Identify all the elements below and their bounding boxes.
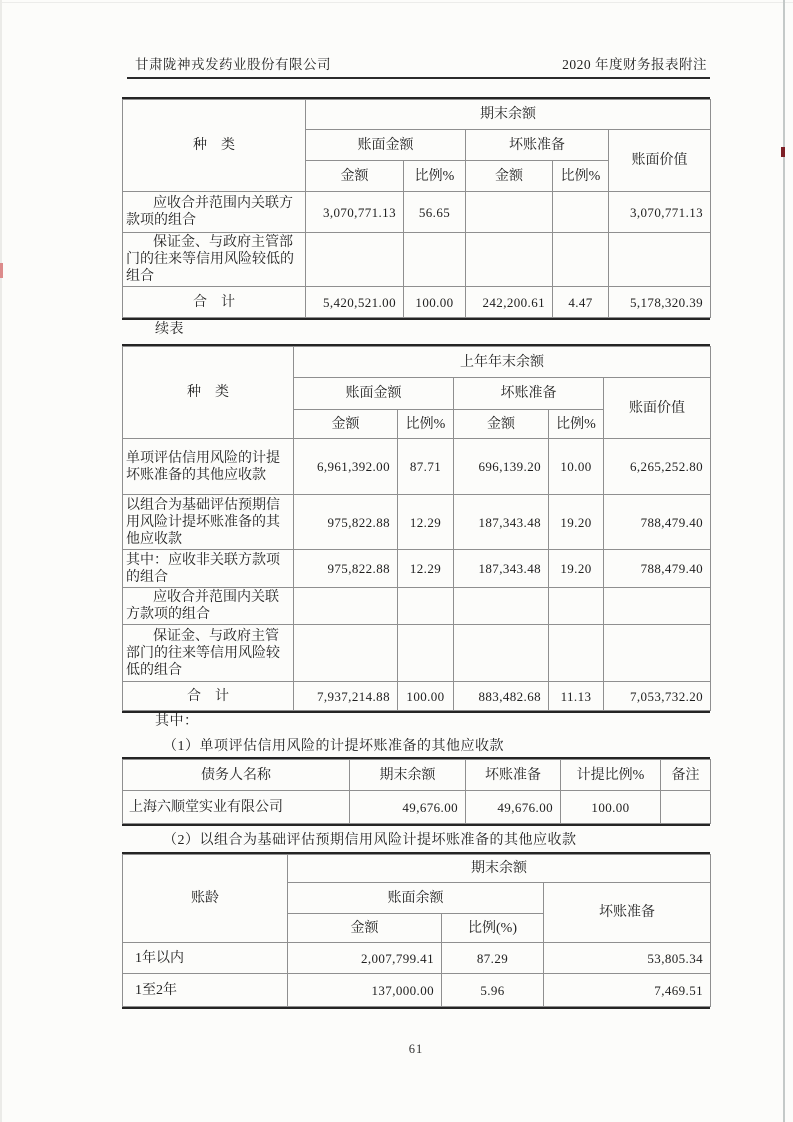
bad-debt-amount-cell [454,625,549,682]
page-number: 61 [408,1042,424,1056]
col-ratio: 比例% [549,410,604,439]
ratio-cell: 87.29 [442,943,544,974]
bad-debt-amount-cell [454,588,549,625]
col-debtor-name: 债务人名称 [123,760,350,791]
col-book-value: 账面价值 [609,130,711,192]
col-bad-debt-provision: 坏账准备 [454,378,604,410]
ratio-cell [398,625,454,682]
among-which-label: 其中： [155,714,199,729]
table-row [123,439,711,495]
table-row [123,233,711,287]
book-value-cell: 5,178,320.39 [609,287,711,318]
debtor-name-cell: 上海六顺堂实业有限公司 [123,791,350,824]
col-prior-year-balance: 上年年末余额 [294,347,711,378]
ratio-cell [398,588,454,625]
bad-debt-cell: 49,676.00 [466,791,561,824]
book-value-cell: 7,053,732.20 [604,682,711,711]
amount-cell [294,588,398,625]
row-label: 以组合为基础评估预期信用风险计提坏账准备的其他应收款 [123,495,294,550]
table-header-row [123,760,711,791]
col-book-balance: 账面余额 [288,883,544,914]
prior-year-balance-table [122,344,710,713]
bad-debt-ratio-cell: 10.00 [549,439,604,495]
bad-debt-ratio-cell [553,233,609,287]
col-book-value: 账面价值 [604,378,711,439]
col-book-amount: 账面金额 [294,378,454,410]
row-label: 应收合并范围内关联方款项的组合 [123,588,294,625]
scan-left-edge-shadow [0,0,2,1122]
amount-cell: 3,070,771.13 [306,192,404,233]
bad-debt-amount-cell: 883,482.68 [454,682,549,711]
col-ratio: 比例% [398,410,454,439]
book-value-cell: 788,479.40 [604,550,711,588]
col-amount: 金额 [294,410,398,439]
bad-debt-cell: 7,469.51 [544,974,711,1007]
aging-provision-table [122,852,710,1009]
amount-cell: 975,822.88 [294,550,398,588]
col-provision-ratio: 计提比例% [561,760,661,791]
col-amount: 金额 [306,161,404,192]
table-row [123,791,711,824]
table-row [123,588,711,625]
book-value-cell [604,625,711,682]
note-cell [661,791,711,824]
amount-cell: 137,000.00 [288,974,442,1007]
table-row [123,550,711,588]
book-value-cell [609,233,711,287]
continued-table-label: 续表 [155,322,184,337]
ratio-cell: 12.29 [398,550,454,588]
ratio-cell: 12.29 [398,495,454,550]
col-bad-debt-provision: 坏账准备 [466,130,609,161]
bad-debt-ratio-cell [549,588,604,625]
aging-label: 1至2年 [123,974,288,1007]
col-period-end-balance: 期末余额 [350,760,466,791]
col-amount: 金额 [454,410,549,439]
bad-debt-ratio-cell [553,192,609,233]
col-ratio: 比例(%) [442,914,544,943]
amount-cell [306,233,404,287]
aging-label: 1年以内 [123,943,288,974]
total-label: 合 计 [123,682,294,711]
book-value-cell: 788,479.40 [604,495,711,550]
row-label: 保证金、与政府主管部门的往来等信用风险较低的组合 [123,625,294,682]
col-ratio: 比例% [553,161,609,192]
table-header-row [123,347,711,378]
amount-cell: 2,007,799.41 [288,943,442,974]
table-row [123,192,711,233]
running-header [135,53,707,73]
report-title: 2020 年度财务报表附注 [562,57,707,72]
row-label: 单项评估信用风险的计提坏账准备的其他应收款 [123,439,294,495]
subsection-1-title: （1）单项评估信用风险的计提坏账准备的其他应收款 [163,739,504,754]
ratio-cell: 100.00 [398,682,454,711]
col-bad-debt-provision: 坏账准备 [466,760,561,791]
scan-top-edge-line [0,2,793,3]
red-mark-right-edge [781,147,785,157]
bad-debt-ratio-cell: 19.20 [549,550,604,588]
amount-cell: 975,822.88 [294,495,398,550]
bad-debt-amount-cell: 242,200.61 [466,287,553,318]
book-value-cell [604,588,711,625]
ratio-cell: 100.00 [561,791,661,824]
col-category: 种 类 [123,347,294,439]
total-row [123,287,711,318]
bad-debt-amount-cell: 187,343.48 [454,495,549,550]
col-note: 备注 [661,760,711,791]
col-amount: 金额 [466,161,553,192]
row-label: 应收合并范围内关联方款项的组合 [123,192,306,233]
col-book-amount: 账面金额 [306,130,466,161]
table-row [123,625,711,682]
total-row [123,682,711,711]
ratio-cell: 56.65 [404,192,466,233]
book-value-cell: 6,265,252.80 [604,439,711,495]
subsection-2-title: （2）以组合为基础评估预期信用风险计提坏账准备的其他应收款 [163,833,577,848]
col-amount: 金额 [288,914,442,943]
company-name: 甘肃陇神戎发药业股份有限公司 [135,57,331,72]
row-label: 保证金、与政府主管部门的往来等信用风险较低的组合 [123,233,306,287]
table-header-row [123,100,711,130]
bad-debt-amount-cell [466,192,553,233]
header-rule [127,77,710,79]
amount-cell: 6,961,392.00 [294,439,398,495]
col-ratio: 比例% [404,161,466,192]
bad-debt-ratio-cell: 11.13 [549,682,604,711]
amount-cell: 5,420,521.00 [306,287,404,318]
col-period-end-balance: 期末余额 [306,100,711,130]
table-header-row [123,855,711,883]
ratio-cell: 87.71 [398,439,454,495]
book-value-cell: 3,070,771.13 [609,192,711,233]
ratio-cell: 5.96 [442,974,544,1007]
amount-cell [294,625,398,682]
bad-debt-ratio-cell [549,625,604,682]
balance-cell: 49,676.00 [350,791,466,824]
bad-debt-ratio-cell: 19.20 [549,495,604,550]
bad-debt-amount-cell: 187,343.48 [454,550,549,588]
ratio-cell: 100.00 [404,287,466,318]
bad-debt-amount-cell [466,233,553,287]
amount-cell: 7,937,214.88 [294,682,398,711]
individual-provision-table [122,757,710,826]
row-label: 其中：应收非关联方款项的组合 [123,550,294,588]
col-bad-debt-provision: 坏账准备 [544,883,711,943]
col-period-end-balance: 期末余额 [288,855,711,883]
col-aging: 账龄 [123,855,288,943]
red-mark-left-edge [0,263,3,278]
table-row [123,974,711,1007]
col-category: 种 类 [123,100,306,192]
bad-debt-cell: 53,805.34 [544,943,711,974]
table-row [123,943,711,974]
scan-right-edge-line [783,0,785,1122]
ratio-cell [404,233,466,287]
table-row [123,495,711,550]
bad-debt-amount-cell: 696,139.20 [454,439,549,495]
bad-debt-ratio-cell: 4.47 [553,287,609,318]
total-label: 合 计 [123,287,306,318]
period-end-balance-table [122,97,710,320]
